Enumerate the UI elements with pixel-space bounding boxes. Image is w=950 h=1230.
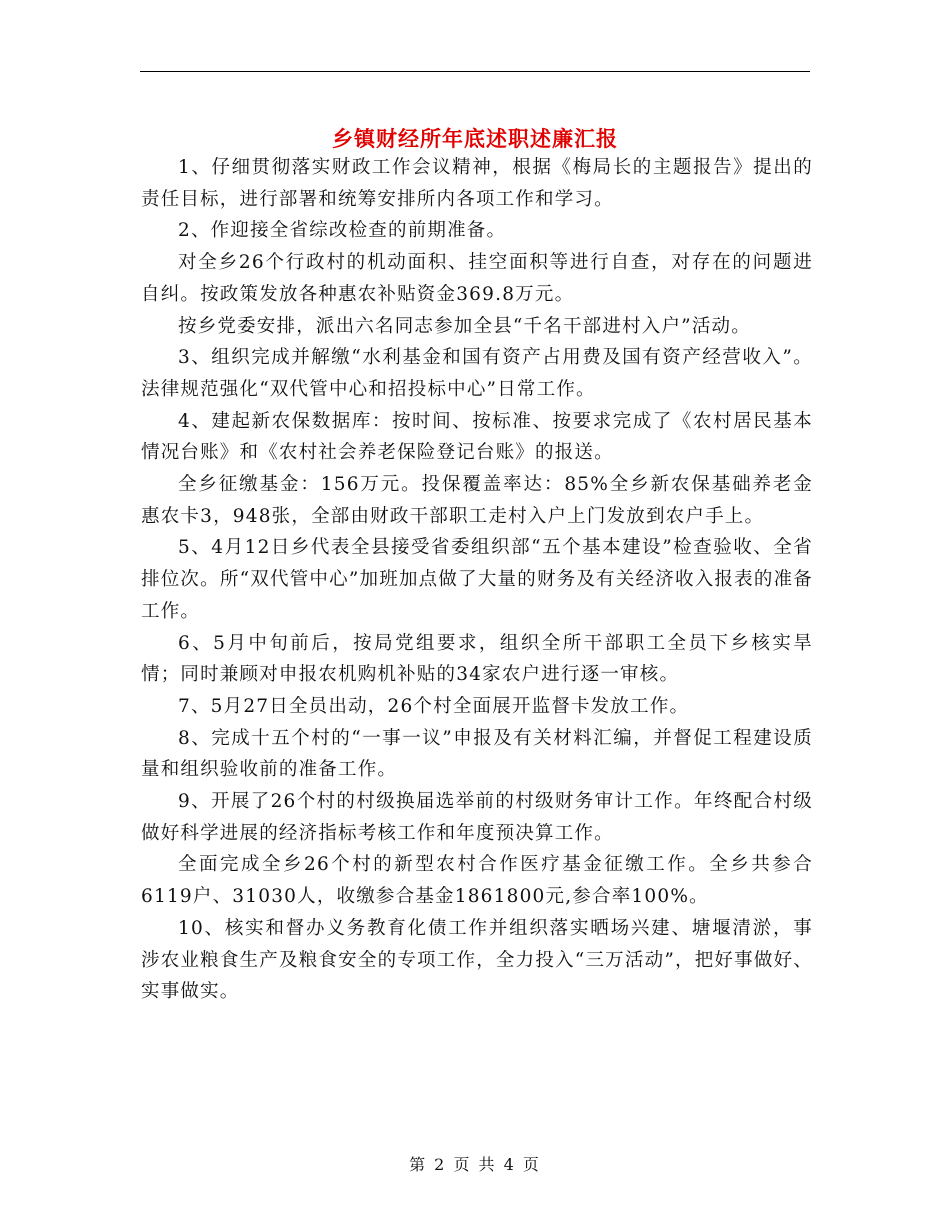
paragraph: 9、开展了26个村的村级换届选举前的村级财务审计工作。年终配合村级做好科学进展的经济指标考核工作和年度预决算工作。 xyxy=(141,791,813,844)
paragraph: 全面完成全乡26个村的新型农村合作医疗基金征缴工作。全乡共参合6119户、31030人，收缴参合基金1861800元,参合率100%。 xyxy=(141,854,813,908)
paragraph: 8、完成十五个村的“一事一议”申报及有关材料汇编，并督促工程建设质量和组织验收前的准备工作。 xyxy=(141,727,813,781)
header-rule xyxy=(140,71,810,72)
paragraph: 2、作迎接全省综改检查的前期准备。 xyxy=(178,220,507,242)
document-title: 乡镇财经所年底述职述廉汇报 xyxy=(332,127,618,152)
paragraph: 7、5月27日全员出动，26个村全面展开监督卡发放工作。 xyxy=(178,695,690,717)
paragraph: 按乡党委安排，派出六名同志参加全县“千名干部进村入户”活动。 xyxy=(178,315,751,337)
paragraph: 6、5月中旬前后，按局党组要求，组织全所干部职工全员下乡核实旱情；同时兼顾对申报农机购机补贴的34家农户进行逐一审核。 xyxy=(141,632,813,686)
paragraph: 10、核实和督办义务教育化债工作并组织落实晒场兴建、塘堰清淤，事涉农业粮食生产及粮食安全的专项工作，全力投入“三万活动”，把好事做好、实事做实。 xyxy=(141,917,813,1003)
document-body xyxy=(141,152,813,1008)
paragraph: 5、4月12日乡代表全县接受省委组织部“五个基本建设”检查验收、全省排位次。所“双代管中心”加班加点做了大量的财务及有关经济收入报表的准备工作。 xyxy=(141,537,813,622)
page-footer: 第 2 页 共 4 页 xyxy=(409,1155,541,1174)
paragraph: 1、仔细贯彻落实财政工作会议精神，根据《梅局长的主题报告》提出的责任目标，进行部署和统筹安排所内各项工作和学习。 xyxy=(141,157,813,210)
paragraph: 全乡征缴基金：156万元。投保覆盖率达：85%全乡新农保基础养老金惠农卡3，948张，全部由财政干部职工走村入户上门发放到农户手上。 xyxy=(141,474,813,527)
paragraph: 对全乡26个行政村的机动面积、挂空面积等进行自查，对存在的问题进自纠。按政策发放各种惠农补贴资金369.8万元。 xyxy=(141,252,813,305)
paragraph: 4、建起新农保数据库：按时间、按标准、按要求完成了《农村居民基本情况台账》和《农村社会养老保险登记台账》的报送。 xyxy=(141,410,813,464)
paragraph: 3、组织完成并解缴“水利基金和国有资产占用费及国有资产经营收入”。法律规范强化“双代管中心和招投标中心”日常工作。 xyxy=(141,347,813,400)
